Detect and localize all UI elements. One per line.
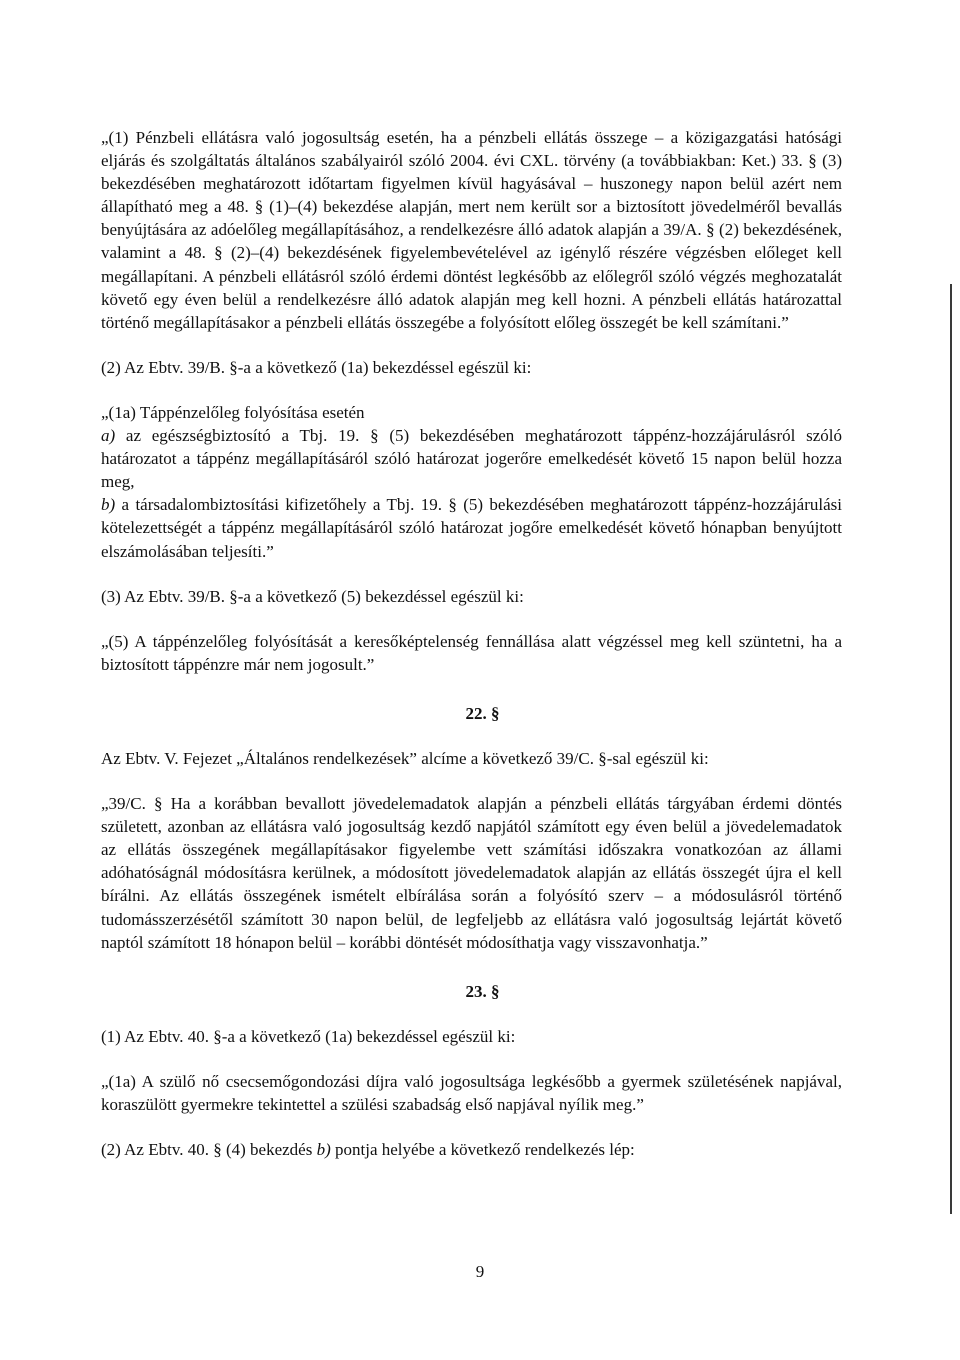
paragraph-6: Az Ebtv. V. Fejezet „Általános rendelkezések” alcíme a következő 39/C. §-sal egészül ki: (101, 748, 709, 768)
paragraph-8: (1) Az Ebtv. 40. §-a a következő (1a) bekezdéssel egészül ki: (101, 1026, 516, 1046)
section-heading-22: 22. § (465, 703, 500, 723)
section-heading-23: 23. § (465, 981, 500, 1001)
paragraph-3 (101, 401, 842, 563)
paragraph-10 (101, 1138, 842, 1161)
paragraph-3-point-b (101, 493, 842, 562)
paragraph-3-point-a (101, 424, 842, 493)
paragraph-5: „(5) A táppénzelőleg folyósítását a keresőképtelenség fennállása alatt végzéssel meg kell szüntetni, ha a biztosított táppénzre már nem jogosult.” (101, 631, 842, 674)
point-a-text: az egészségbiztosító a Tbj. 19. § (5) bekezdésében meghatározott táppénz-hozzájárulásról szóló határozatot a táppénz megállapításáról szóló határozat jogerőre emelkedését követő 15 napon belül hozza meg, (101, 426, 842, 492)
page-edge-line (950, 284, 952, 1214)
paragraph-10-point-label: b) (316, 1140, 331, 1160)
page-number: 9 (475, 1262, 485, 1281)
paragraph-10-start: (2) Az Ebtv. 40. § (4) bekezdés (101, 1140, 317, 1160)
document-body (101, 126, 842, 1161)
point-a-label: a) (101, 426, 116, 446)
paragraph-9: „(1a) A szülő nő csecsemőgondozási díjra való jogosultsága legkésőbb a gyermek születésének napjával, koraszülött gyermekre tekintettel a szülési szabadság első napjával nyílik meg.” (101, 1071, 842, 1114)
paragraph-1: „(1) Pénzbeli ellátásra való jogosultság esetén, ha a pénzbeli ellátás összege – a közigazgatási hatósági eljárás és szolgáltatás általános szabályairól szóló 2004. évi CXL. törvény (a továbbiakban: Ket.) 33. § (3) bekezdésében meghatározott időtartam figyelmen kívül hagyásával – huszonegy napon belül azért nem állapítható meg a 48. § (1)–(4) bekezdése alapján, mert nem került sor a biztosított jövedelméről bevallás benyújtására az adóelőleg megállapításához, a rendelkezésre álló adatok alapján a 39/A. § (2) bekezdésének, valamint a 48. § (2)–(4) bekezdésének figyelembevételével az igénylő részére végzésben előleget kell megállapítani. A pénzbeli ellátásról szóló érdemi döntést legkésőbb az előlegről szóló végzés meghozatalát követő egy éven belül a rendelkezésre álló adatok alapján meg kell hozni. A pénzbeli ellátás határozattal történő megállapításakor a pénzbeli ellátás összegébe a folyósított előleg összegét be kell számítani.” (101, 128, 842, 332)
paragraph-7: „39/C. § Ha a korábban bevallott jövedelemadatok alapján a pénzbeli ellátás tárgyában érdemi döntés született, azonban az ellátásra való jogosultság kezdő napjától számított egy éven belül a jövedelemadatok az ellátás összegének megállapításakor figyelembe vett számítási időszakra vonatkozóan az állami adóhatóságnál módosításra kerülnek, a módosított jövedelemadatok alapján az ellátás összegét újra el kell bírálni. Az ellátás összegének ismételt elbírálása során a folyósító szerv – a módosulásról történő tudomásszerzésétől számított 30 napon belül, de legfeljebb az ellátásra való jogosultság lejártát követő naptól számított 18 hónapon belül – korábbi döntését módosíthatja vagy visszavonhatja.” (101, 794, 842, 952)
paragraph-10-end: pontja helyébe a következő rendelkezés lép: (330, 1140, 635, 1160)
paragraph-3-head: „(1a) Táppénzelőleg folyósítása esetén (101, 402, 365, 422)
point-b-text: a társadalombiztosítási kifizetőhely a Tbj. 19. § (5) bekezdésében meghatározott táppénz-hozzájárulási kötelezettségét a táppénz megállapításáról szóló határozat jogőre emelkedését követő hónapban benyújtott elszámolásában teljesíti.” (101, 495, 842, 561)
paragraph-2: (2) Az Ebtv. 39/B. §-a a következő (1a) bekezdéssel egészül ki: (101, 357, 532, 377)
point-b-label: b) (101, 495, 116, 515)
paragraph-4: (3) Az Ebtv. 39/B. §-a a következő (5) bekezdéssel egészül ki: (101, 586, 524, 606)
